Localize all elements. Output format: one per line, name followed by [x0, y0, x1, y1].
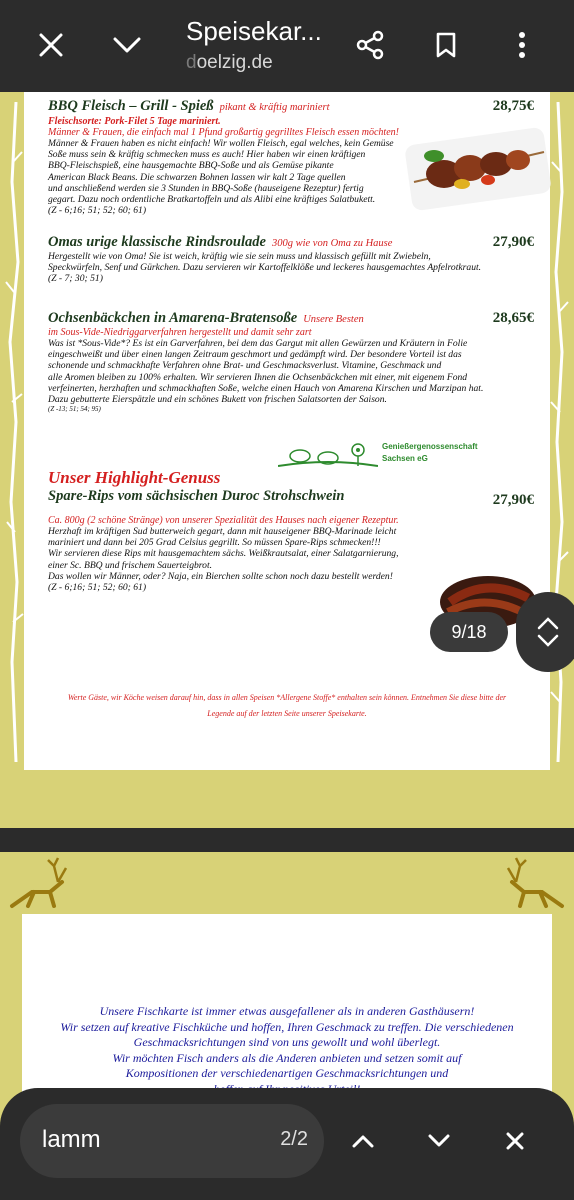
- menu-item-ochsenbaeckchen: [48, 310, 534, 414]
- chevron-down-icon: [427, 1133, 451, 1149]
- dish-price: 28,65€: [492, 310, 534, 326]
- dish-description: Was ist *Sous-Vide*? Es ist ein Garverfahren, bei dem das Gargut mit allen Gewürzen und Kräutern in Folie eingeschweißt und über einen langen Zeitraum geschmort und gedämpft wird. Der besondere Vorteil ist das schonende und schmackhafte Verfahren ohne Brat- und Geschmacksverlust. Vitamine, Geschmack und alle Aromen bleiben zu 100% erhalten. Wir servieren Ihnen die Ochsenbäckchen mit einer, mit eigenem Fond verfeinerten, herzhaften und schmackhaften Soße, welche einen Hauch von Amarena Kirschen und Marzipan hat. Dazu gebutterte Eierspätzle und ein schönes Bukett von frischen Salatsorten der Saison.: [48, 338, 484, 406]
- dish-description: Männer & Frauen haben es nicht einfach! Wir wollen Fleisch, egal welches, kein Gemüse Soße muss sein & kräftig schmecken muss es auch! Hier haben wir einen kräftigen BBQ-Fleischspieß, eine hausgemachte BBQ-Soße und als Gemüse pikante American Black Beans. Die schwarzen Bohnen lassen wir kalt 2 Tage quellen und anschließend werden sie 3 Stunden in BBQ-Soße (hauseigene Rezeptur) fertig gegart. Dazu noch ordentliche Bratkartoffeln und als Alibi eine kräftiges Salatbukett. (Z - 6;16; 51; 52; 60; 61): [48, 138, 394, 217]
- chevron-down-icon: [537, 634, 559, 648]
- dish-name: Ochsenbäckchen in Amarena-Bratensoße Unsere Besten: [48, 310, 364, 326]
- find-query[interactable]: lamm: [42, 1126, 101, 1153]
- pdf-viewer[interactable]: [0, 92, 574, 1200]
- share-icon[interactable]: [347, 22, 393, 68]
- more-vert-icon[interactable]: [499, 22, 545, 68]
- fast-scroll-handle[interactable]: [516, 592, 574, 672]
- find-match-count: 2/2: [280, 1128, 308, 1150]
- pdf-page-9: [0, 92, 574, 828]
- deer-ornament-left: [6, 852, 70, 914]
- next-match-button[interactable]: [416, 1118, 462, 1164]
- dish-description: Herzhaft im kräftigen Sud butterweich gegart, dann mit hauseigener BBQ-Marinade leicht mariniert und dann bei 205 Grad Celsius gegrillt. So müssen Spare-Rips schmecken!!! Wir servieren diese Rips mit hausgemachtem sächs. Weißkrautsalat, einer Salatgarnierung, einer Sc. BBQ und frischem Sauerteigbrot. Das wollen wir Männer, oder? Naja, ein Bierchen sollte schon noch dazu bestellt werden! (Z - 6;16; 51; 52; 60; 61): [48, 526, 399, 594]
- menu-item-rindsroulade: [48, 234, 534, 285]
- dish-price: 28,75€: [492, 98, 534, 114]
- document-title: Speisekar...: [186, 16, 322, 46]
- dish-subtitle: Fleischsorte: Pork-Filet 5 Tage mariniert.: [48, 116, 221, 127]
- dish-price: 27,90€: [492, 234, 534, 250]
- dish-price: 27,90€: [492, 492, 534, 508]
- close-icon[interactable]: [28, 22, 74, 68]
- chevron-down-icon[interactable]: [104, 22, 150, 68]
- chevron-up-icon: [537, 616, 559, 630]
- dish-description: Hergestellt wie von Oma! Sie ist weich, kräftig wie sie sein muss und klassisch gefüllt mit Zwiebeln, Speckwürfeln, Senf und Gürkchen. Dazu servieren wir Kartoffelklöße und leckeres hausgemachtes Apfelrotkraut. (Z - 7; 30; 51): [48, 251, 482, 285]
- dish-hook: Männer & Frauen, die einfach mal 1 Pfund großartig gegrilltes Fleisch essen möchten!: [48, 127, 399, 138]
- fish-menu-intro: Unsere Fischkarte ist immer etwas ausgefallener als in anderen Gasthäusern! Wir setzen auf kreative Fischküche und hoffen, Ihren Geschmack zu treffen. Die verschiedenen Geschmacksrichtungen sind von uns gewollt und wohl überlegt. Wir möchten Fisch anders als die Anderen anbieten und setzen somit auf Kompositionen der verschiedenartigen Geschmacksrichtungen und: [60, 1004, 514, 1080]
- close-icon: [505, 1131, 525, 1151]
- highlight-heading: Unser Highlight-Genuss: [48, 468, 221, 487]
- page-indicator: 9/18: [430, 612, 508, 652]
- document-url: doelzig.de: [186, 52, 273, 73]
- allergen-notice: Werte Gäste, wir Köche weisen darauf hin, dass in allen Speisen *Allergene Stoffe* enthalten sein können. Entnehmen Sie diese bitte der Legende auf der letzten Seite unserer Speisekarte.: [67, 693, 507, 718]
- dish-subtitle: Ca. 800g (2 schöne Stränge) von unserer Spezialität des Hauses nach eigener Rezeptur.: [48, 515, 399, 526]
- dish-name: Omas urige klassische Rindsroulade 300g wie von Oma zu Hause: [48, 234, 393, 250]
- dish-name: Spare-Rips vom sächsischen Duroc Strohschwein: [48, 488, 345, 504]
- dish-subtitle: im Sous-Vide-Niedriggarverfahren hergestellt und damit sehr zart: [48, 327, 312, 338]
- close-find-button[interactable]: [492, 1118, 538, 1164]
- logo-text: Genießergenossenschaft: [382, 442, 478, 451]
- previous-match-button[interactable]: [340, 1118, 386, 1164]
- top-app-bar: [0, 0, 574, 92]
- find-input[interactable]: [20, 1104, 324, 1178]
- bbq-skewer-photo: [404, 122, 552, 214]
- chevron-up-icon: [351, 1133, 375, 1149]
- logo-text-sub: Sachsen eG: [382, 454, 428, 463]
- deer-ornament-right: [504, 852, 568, 914]
- dish-name: BBQ Fleisch – Grill - Spieß pikant & kräftig mariniert: [48, 98, 330, 114]
- allergen-codes: (Z -13; 51; 54; 95): [48, 405, 101, 414]
- branch-border-left: [4, 102, 26, 762]
- find-in-page-bar: [0, 1088, 574, 1200]
- bookmark-icon[interactable]: [423, 22, 469, 68]
